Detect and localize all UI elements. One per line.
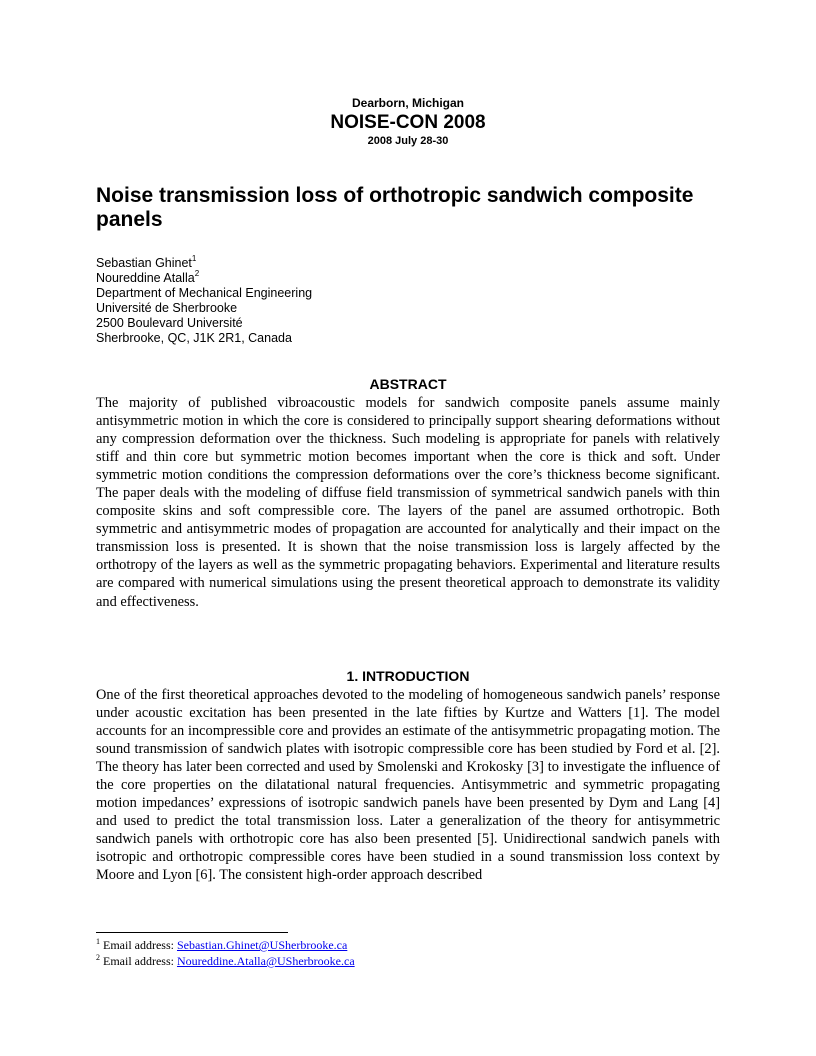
affiliation-line: 2500 Boulevard Université	[96, 316, 243, 330]
author-name: Noureddine Atalla	[96, 271, 195, 285]
email-link[interactable]: Noureddine.Atalla@USherbrooke.ca	[176, 954, 355, 968]
author-footnote-mark: 1	[191, 253, 197, 263]
abstract-text: The majority of published vibroacoustic models for sandwich composite panels assume mainly antisymmetric motion in which the core is considered to principally support shearing deformations without any compression deformation over the thickness. Such modeling is appropriate for panels with relatively stiff and thin core but symmetric motion becomes important when the core is thick and soft. Under symmetric motion conditions the compression deformations over the core’s thickness become significant. The paper deals with the modeling of diffuse field transmission of symmetrical sandwich panels with thin composite skins and soft compressible core. The layers of the panel are assumed orthotropic. Both symmetric and antisymmetric modes of propagation are accounted for analytically and their impact on the transmission loss is presented. It is shown that the noise transmission loss is largely affected by the orthotropy of the layers as well as the symmetric propagating behaviors. Experimental and literature results are compared with numerical simulations using the present theoretical approach to demonstrate its validity and effectiveness.	[96, 395, 720, 610]
affiliation-line: Sherbrooke, QC, J1K 2R1, Canada	[96, 331, 292, 345]
affiliation-line: Department of Mechanical Engineering	[96, 286, 313, 300]
footnote	[96, 954, 720, 969]
footnote-mark: 2	[96, 953, 100, 962]
paper-title: Noise transmission loss of orthotropic sandwich composite panels	[96, 184, 694, 231]
conference-location: Dearborn, Michigan	[351, 96, 464, 110]
footnote-divider	[96, 932, 288, 933]
footnote	[96, 938, 720, 953]
author-name: Sebastian Ghinet	[96, 256, 192, 270]
conference-name: NOISE-CON 2008	[330, 112, 486, 133]
abstract-heading: ABSTRACT	[369, 376, 447, 392]
introduction-text: One of the first theoretical approaches devoted to the modeling of homogeneous sandwich panels’ response under acoustic excitation has been presented in the late fifties by Kurtze and Watters [1]. The model accounts for an incompressible core and provides an estimate of the antisymmetric propagating motion. The sound transmission of sandwich plates with isotropic compressible core has been studied by Ford et al. [2]. The theory has later been corrected and used by Smolenski and Krokosky [3] to investigate the influence of the core properties on the dilatational natural frequencies. Antisymmetric and symmetric propagating motion impedances’ expressions of isotropic sandwich panels have been presented by Dym and Lang [4] and used to predict the total transmission loss. Later a generalization of the theory for antisymmetric sandwich panels with orthotropic core has also been presented [5]. Unidirectional sandwich panels with isotropic and orthotropic compressible cores have been studied in a sound transmission loss context by Moore and Lyon [6]. The consistent high-order approach described	[96, 687, 720, 884]
author-block	[96, 253, 720, 346]
author-footnote-mark: 2	[194, 268, 200, 278]
affiliation-line: Université de Sherbrooke	[96, 301, 238, 315]
author-line	[96, 268, 720, 286]
introduction-heading: 1. INTRODUCTION	[346, 668, 470, 684]
conference-date: 2008 July 28-30	[367, 135, 449, 147]
email-link[interactable]: Sebastian.Ghinet@USherbrooke.ca	[176, 938, 348, 952]
footnote-mark: 1	[96, 937, 100, 946]
author-line	[96, 253, 720, 271]
footnote-label: Email address:	[103, 954, 174, 968]
footnote-label: Email address:	[103, 938, 174, 952]
